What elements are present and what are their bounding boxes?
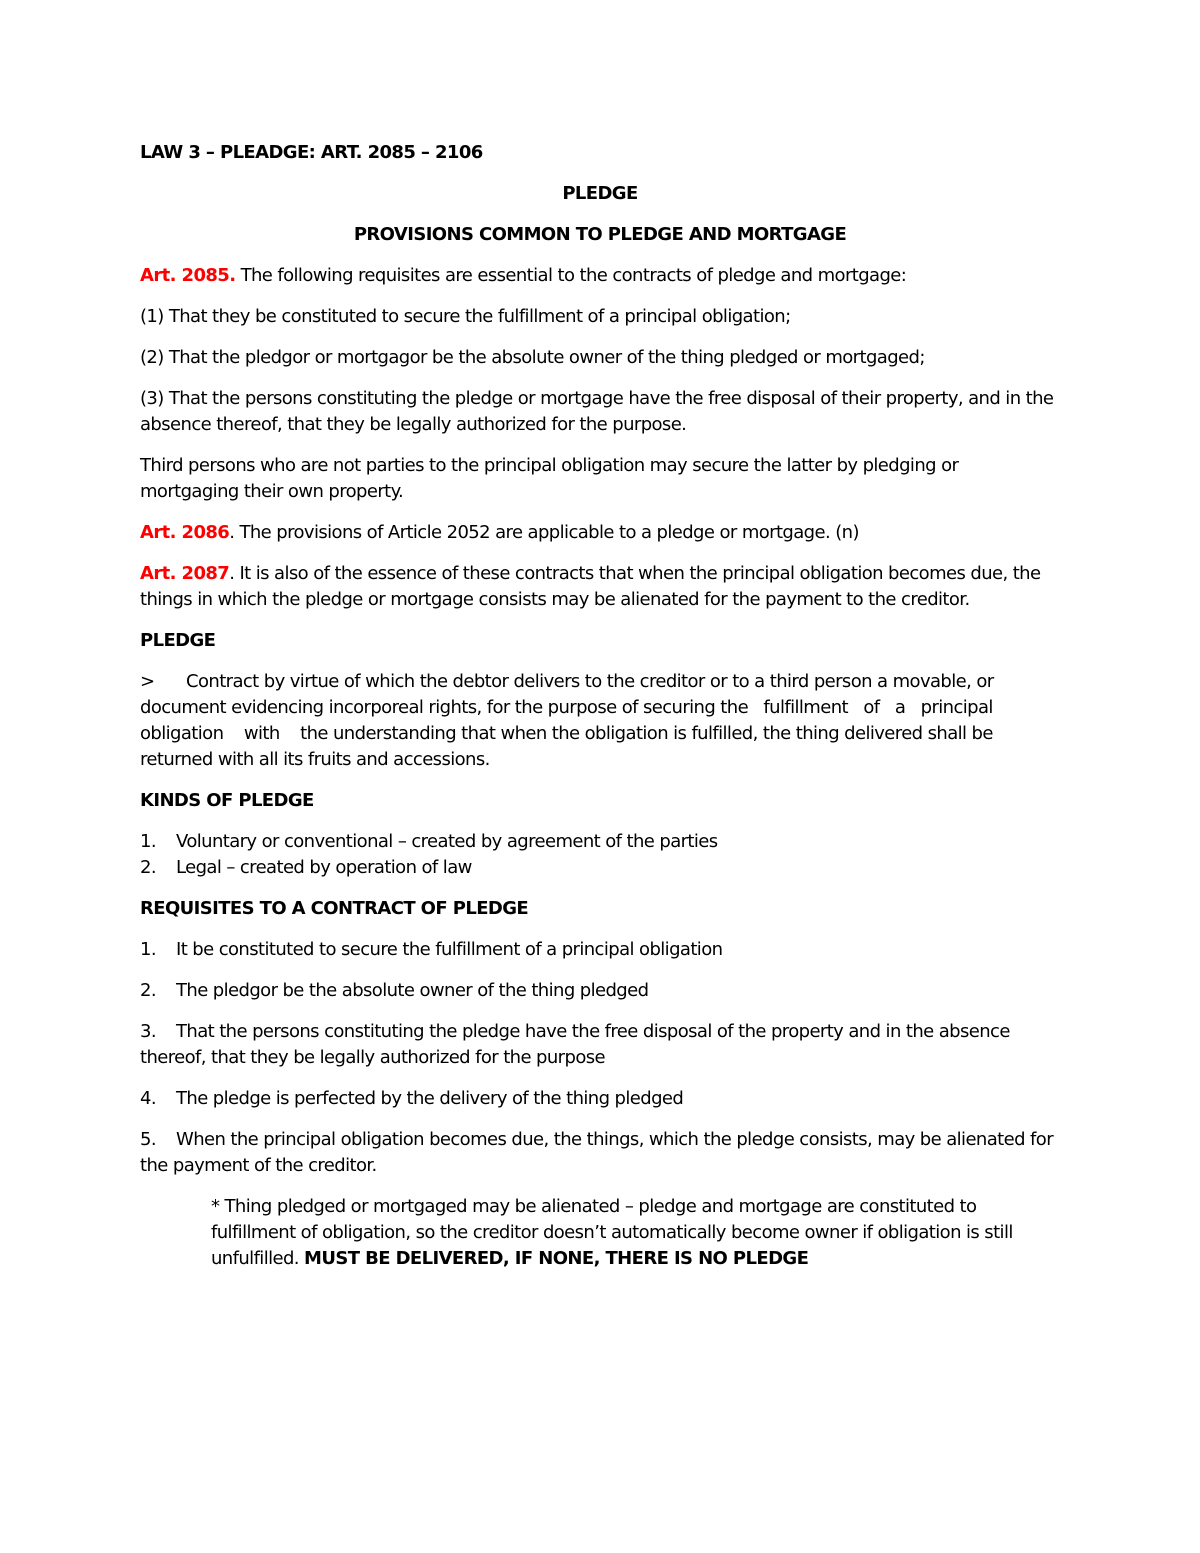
list-item-text: When the principal obligation becomes due, the things, which the pledge consists, may be alienated for the payment of the creditor. — [140, 1129, 1053, 1176]
note-paragraph — [211, 1194, 1060, 1272]
list-item-text: The pledge is perfected by the delivery of the thing pledged — [176, 1088, 684, 1109]
list-item-number: 3. — [140, 1021, 156, 1042]
list-item — [140, 1086, 1060, 1112]
list-item-text: Voluntary or conventional – created by agreement of the parties — [176, 831, 718, 852]
list-item-number: 4. — [140, 1088, 156, 1109]
article-2085 — [140, 263, 1060, 289]
article-2085-label: Art. 2085. — [140, 265, 236, 286]
article-2085-text: The following requisites are essential to the contracts of pledge and mortgage: — [235, 265, 907, 286]
requisite-2: (2) That the pledgor or mortgagor be the absolute owner of the thing pledged or mortgaged; — [140, 347, 925, 368]
list-item-number: 5. — [140, 1129, 156, 1150]
requisites-heading: REQUISITES TO A CONTRACT OF PLEDGE — [140, 898, 529, 919]
list-item-text: Legal – created by operation of law — [176, 857, 472, 878]
requisite-3: (3) That the persons constituting the pledge or mortgage have the free disposal of their property, and in the absence thereof, that they be legally authorized for the purpose. — [140, 388, 1054, 435]
article-2086 — [140, 520, 1060, 546]
article-2087-text: . It is also of the essence of these contracts that when the principal obligation becomes due, the things in which the pledge or mortgage consists may be alienated for the payment to the creditor. — [140, 563, 1041, 610]
article-2086-label: Art. 2086 — [140, 522, 230, 543]
document-heading: LAW 3 – PLEADGE: ART. 2085 – 2106 — [140, 142, 483, 163]
note-text: * Thing pledged or mortgaged may be alienated – pledge and mortgage are constituted to fulfillment of obligation, so the creditor doesn’t automatically become owner if obligation is still unfulfilled. — [211, 1196, 1013, 1269]
kinds-list — [140, 829, 1060, 881]
list-item — [140, 937, 1060, 963]
document-body — [140, 140, 1060, 1287]
list-item-number: 1. — [140, 831, 156, 852]
list-item — [140, 978, 1060, 1004]
list-item-number: 1. — [140, 939, 156, 960]
note-emphasis: MUST BE DELIVERED, IF NONE, THERE IS NO PLEDGE — [304, 1248, 809, 1269]
list-item-text: The pledgor be the absolute owner of the thing pledged — [176, 980, 649, 1001]
article-2087-label: Art. 2087 — [140, 563, 230, 584]
list-item-number: 2. — [140, 857, 156, 878]
pledge-definition — [140, 669, 1060, 773]
article-2086-text: . The provisions of Article 2052 are applicable to a pledge or mortgage. (n) — [229, 522, 859, 543]
pledge-definition-text: Contract by virtue of which the debtor delivers to the creditor or to a third person a movable, or document evidencing incorporeal rights, for the purpose of securing the fulfillment of a principal obligation with the understanding that when the obligation is fulfilled, the thing delivered shall be returned with all its fruits and accessions. — [140, 671, 999, 770]
third-persons-paragraph: Third persons who are not parties to the principal obligation may secure the latter by pledging or mortgaging their own property. — [140, 455, 959, 502]
list-item — [140, 1019, 1060, 1071]
list-item — [140, 1127, 1060, 1179]
list-item — [140, 829, 1060, 855]
article-2087 — [140, 561, 1060, 613]
pledge-heading: PLEDGE — [140, 630, 216, 651]
document-subtitle: PROVISIONS COMMON TO PLEDGE AND MORTGAGE — [353, 224, 847, 245]
document-title: PLEDGE — [562, 183, 638, 204]
list-item-text: That the persons constituting the pledge have the free disposal of the property and in the absence thereof, that they be legally authorized for the purpose — [140, 1021, 1010, 1068]
list-item — [140, 855, 1060, 881]
list-item-number: 2. — [140, 980, 156, 1001]
pledge-definition-marker: > — [140, 671, 155, 692]
kinds-heading: KINDS OF PLEDGE — [140, 790, 314, 811]
requisite-1: (1) That they be constituted to secure the fulfillment of a principal obligation; — [140, 306, 791, 327]
list-item-text: It be constituted to secure the fulfillment of a principal obligation — [176, 939, 723, 960]
